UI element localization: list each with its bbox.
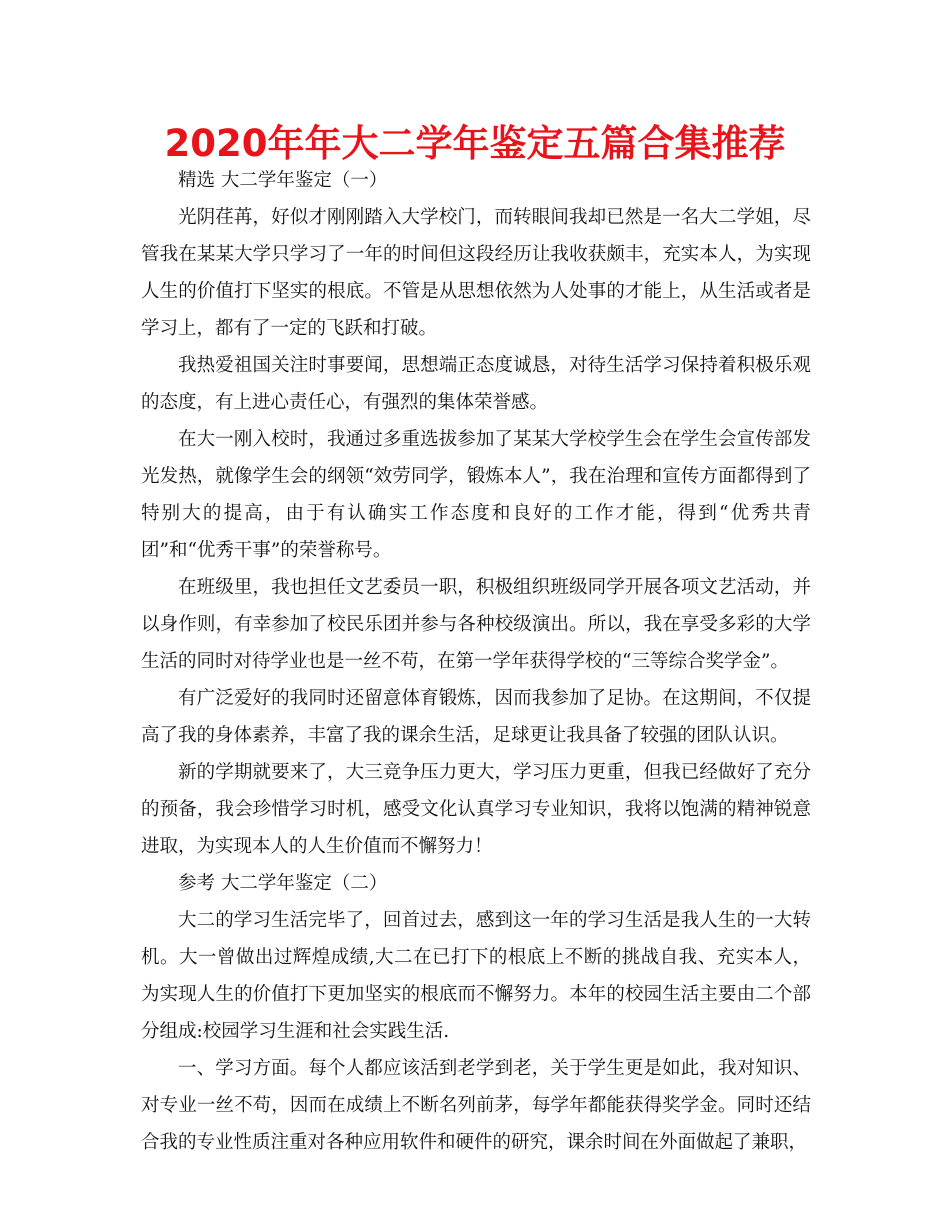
paragraph: 新的学期就要来了，大三竞争压力更大，学习压力更重，但我已经做好了充分的预备，我会珍惜学习时机，感受文化认真学习专业知识，我将以饱满的精神锐意进取，为实现本人的人生价值而不懈努力！ — [141, 762, 811, 857]
document-body — [141, 162, 811, 1161]
paragraph: 在班级里，我也担任文艺委员一职，积极组织班级同学开展各项文艺活动，并以身作则，有幸参加了校民乐团并参与各种校级演出。所以，我在享受多彩的大学生活的同时对待学业也是一丝不苟，在第一学年获得学校的“三等综合奖学金”。 — [141, 577, 811, 672]
paragraph: 我热爱祖国关注时事要闻，思想端正态度诚恳，对待生活学习保持着积极乐观的态度，有上进心责任心，有强烈的集体荣誉感。 — [141, 355, 811, 413]
paragraph: 光阴荏苒，好似才刚刚踏入大学校门，而转眼间我却已然是一名大二学姐，尽管我在某某大学只学习了一年的时间但这段经历让我收获颇丰，充实本人，为实现人生的价值打下坚实的根底。不管是从思想依然为人处事的才能上，从生活或者是学习上，都有了一定的飞跃和打破。 — [141, 207, 811, 339]
paragraph: 有广泛爱好的我同时还留意体育锻炼，因而我参加了足协。在这期间，不仅提高了我的身体素养，丰富了我的课余生活，足球更让我具备了较强的团队认识。 — [141, 688, 811, 746]
document-title: 2020年年大二学年鉴定五篇合集推荐 — [164, 122, 786, 165]
paragraph: 大二的学习生活完毕了，回首过去，感到这一年的学习生活是我人生的一大转机。大一曾做出过辉煌成绩,大二在已打下的根底上不断的挑战自我、充实本人，为实现人生的价值打下更加坚实的根底而不懈努力。本年的校园生活主要由二个部分组成:校园学习生涯和社会实践生活. — [141, 910, 811, 1042]
paragraph: 在大一刚入校时，我通过多重选拔参加了某某大学校学生会在学生会宣传部发光发热，就像学生会的纲领“效劳同学，锻炼本人”，我在治理和宣传方面都得到了特别大的提高，由于有认确实工作态度和良好的工作才能，得到“优秀共青团”和“优秀干事”的荣誉称号。 — [141, 429, 811, 561]
section-heading-1: 精选 大二学年鉴定（一） — [178, 170, 388, 191]
paragraph: 一、学习方面。每个人都应该活到老学到老，关于学生更是如此，我对知识、对专业一丝不苟，因而在成绩上不断名列前茅，每学年都能获得奖学金。同时还结合我的专业性质注重对各种应用软件和硬件的研究，课余时间在外面做起了兼职， — [141, 1058, 811, 1153]
section-heading-2: 参考 大二学年鉴定（二） — [178, 873, 388, 894]
